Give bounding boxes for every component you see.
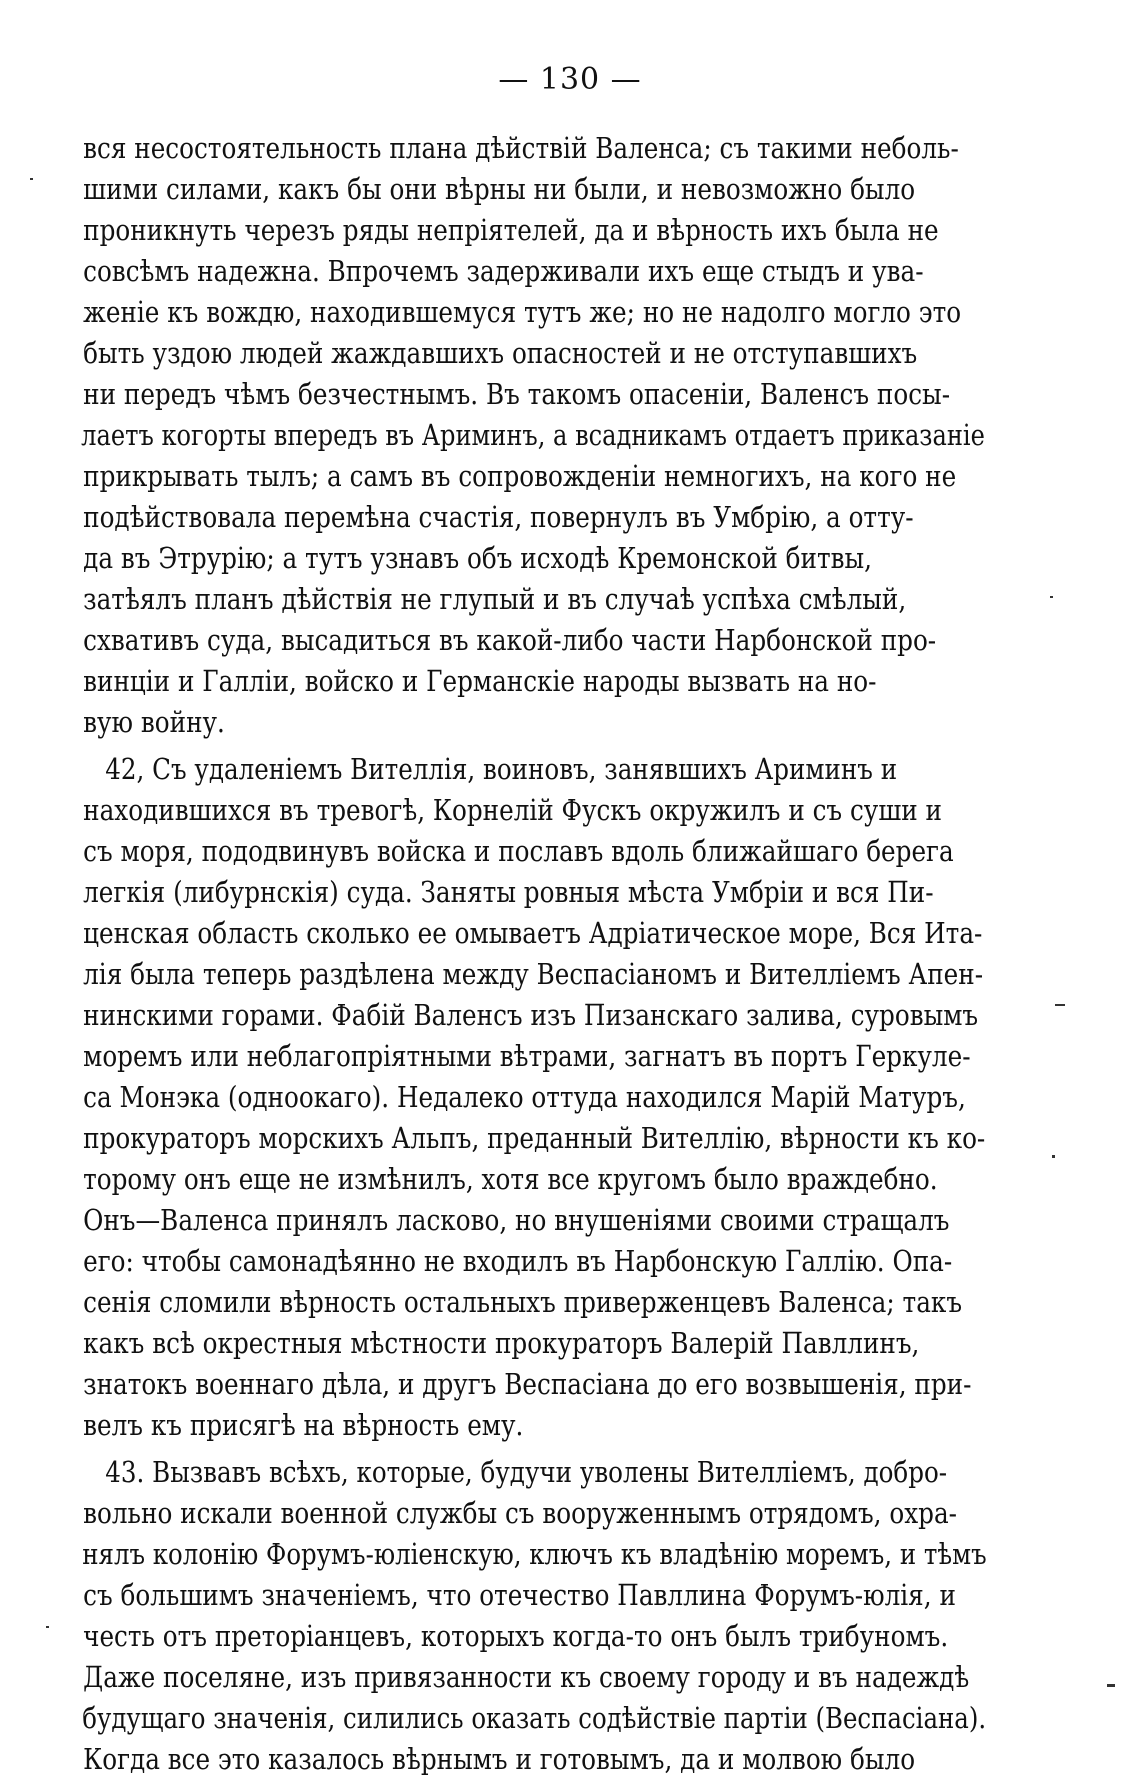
text-line: подѣйствовала перемѣна счастія, повернулъ въ Умбрію, а отту- [83, 501, 914, 534]
text-line: винціи и Галліи, войско и Германскіе народы вызвать на но- [83, 665, 877, 698]
page-number: — 130 — [498, 62, 642, 97]
text-line: Онъ—Валенса принялъ ласково, но внушеніями своими стращалъ [83, 1204, 950, 1237]
text-line: его: чтобы самонадѣянно не входилъ въ Нарбонскую Галлію. Опа- [83, 1245, 953, 1278]
text-line: быть уздою людей жаждавшихъ опасностей и не отступавшихъ [83, 337, 918, 370]
text-line: моремъ или неблагопріятными вѣтрами, загнатъ въ портъ Геркуле- [83, 1040, 971, 1073]
text-line: Даже поселяне, изъ привязанности къ своему городу и въ надеждѣ [83, 1661, 970, 1694]
text-line: торому онъ еще не измѣнилъ, хотя все кругомъ было враждебно. [83, 1163, 938, 1196]
text-line: ценская область сколько ее омываетъ Адріатическое море, Вся Ита- [83, 917, 983, 950]
scan-speck [1107, 1684, 1115, 1687]
text-line: честь отъ преторіанцевъ, которыхъ когда-то онъ былъ трибуномъ. [83, 1620, 949, 1653]
text-line: лаетъ когорты впередъ въ Ариминъ, а всадникамъ отдаетъ приказаніе [81, 419, 985, 452]
text-line: да въ Этрурію; а тутъ узнавъ объ исходѣ Кремонской битвы, [83, 542, 872, 575]
text-line: ни передъ чѣмъ безчестнымъ. Въ такомъ опасеніи, Валенсъ посы- [83, 378, 951, 411]
text-line: прокураторъ морскихъ Альпъ, преданный Вителлію, вѣрности къ ко- [83, 1122, 986, 1155]
text-line: вся несостоятельность плана дѣйствій Валенса; съ такими неболь- [83, 132, 959, 165]
scan-speck [46, 1626, 49, 1628]
text-line: схвативъ суда, высадиться въ какой-либо части Нарбонской про- [83, 624, 937, 657]
text-line: са Монэка (одноокаго). Недалеко оттуда находился Марій Матуръ, [83, 1081, 966, 1114]
text-line: лія была теперь раздѣлена между Веспасіаномъ и Вителліемъ Апен- [83, 958, 984, 991]
text-line: женіе къ вождю, находившемуся тутъ же; но не надолго могло это [83, 296, 962, 329]
scan-speck [1052, 1155, 1055, 1158]
text-line: какъ всѣ окрестныя мѣстности прокураторъ Валерій Павллинъ, [83, 1327, 920, 1360]
text-line: совсѣмъ надежна. Впрочемъ задерживали ихъ еще стыдъ и ува- [83, 255, 924, 288]
text-line: проникнуть черезъ ряды непріятелей, да и вѣрность ихъ была не [83, 214, 939, 247]
text-line: съ большимъ значеніемъ, что отечество Павллина Форумъ-юлія, и [83, 1579, 956, 1612]
text-line: нялъ колонію Форумъ-юліенскую, ключъ къ владѣнію моремъ, и тѣмъ [82, 1538, 987, 1571]
text-line: съ моря, пододвинувъ войска и пославъ вдоль ближайшаго берега [83, 835, 954, 868]
text-line: 42, Съ удаленіемъ Вителлія, воиновъ, занявшихъ Ариминъ и [105, 753, 898, 786]
text-line: вольно искали военной службы съ вооруженнымъ отрядомъ, охра- [83, 1497, 958, 1530]
text-line: Когда все это казалось вѣрнымъ и готовымъ, да и молвою было [83, 1743, 916, 1776]
text-line: вую войну. [83, 706, 225, 739]
text-line: 43. Вызвавъ всѣхъ, которые, будучи уволены Вителліемъ, добро- [105, 1456, 948, 1489]
text-line: будущаго значенія, силились оказать содѣйствіе партіи (Веспасіана). [82, 1702, 987, 1735]
text-line: шими силами, какъ бы они вѣрны ни были, и невозможно было [83, 173, 916, 206]
text-line: сенія сломили вѣрность остальныхъ приверженцевъ Валенса; такъ [83, 1286, 963, 1319]
text-line: прикрывать тылъ; а самъ въ сопровожденіи немногихъ, на кого не [83, 460, 957, 493]
body-text [0, 128, 1140, 1776]
text-line: велъ къ присягѣ на вѣрность ему. [83, 1409, 524, 1442]
text-line: нинскими горами. Фабій Валенсъ изъ Пизанскаго залива, суровымъ [83, 999, 979, 1032]
scan-speck [1055, 1004, 1065, 1006]
scan-speck [30, 178, 33, 180]
text-line: находившихся въ тревогѣ, Корнелій Фускъ окружилъ и съ суши и [83, 794, 943, 827]
scan-speck [1050, 596, 1053, 598]
text-line: знатокъ военнаго дѣла, и другъ Веспасіана до его возвышенія, при- [83, 1368, 972, 1401]
text-line: легкія (либурнскія) суда. Заняты ровныя мѣста Умбріи и вся Пи- [83, 876, 934, 909]
text-line: затѣялъ планъ дѣйствія не глупый и въ случаѣ успѣха смѣлый, [83, 583, 907, 616]
